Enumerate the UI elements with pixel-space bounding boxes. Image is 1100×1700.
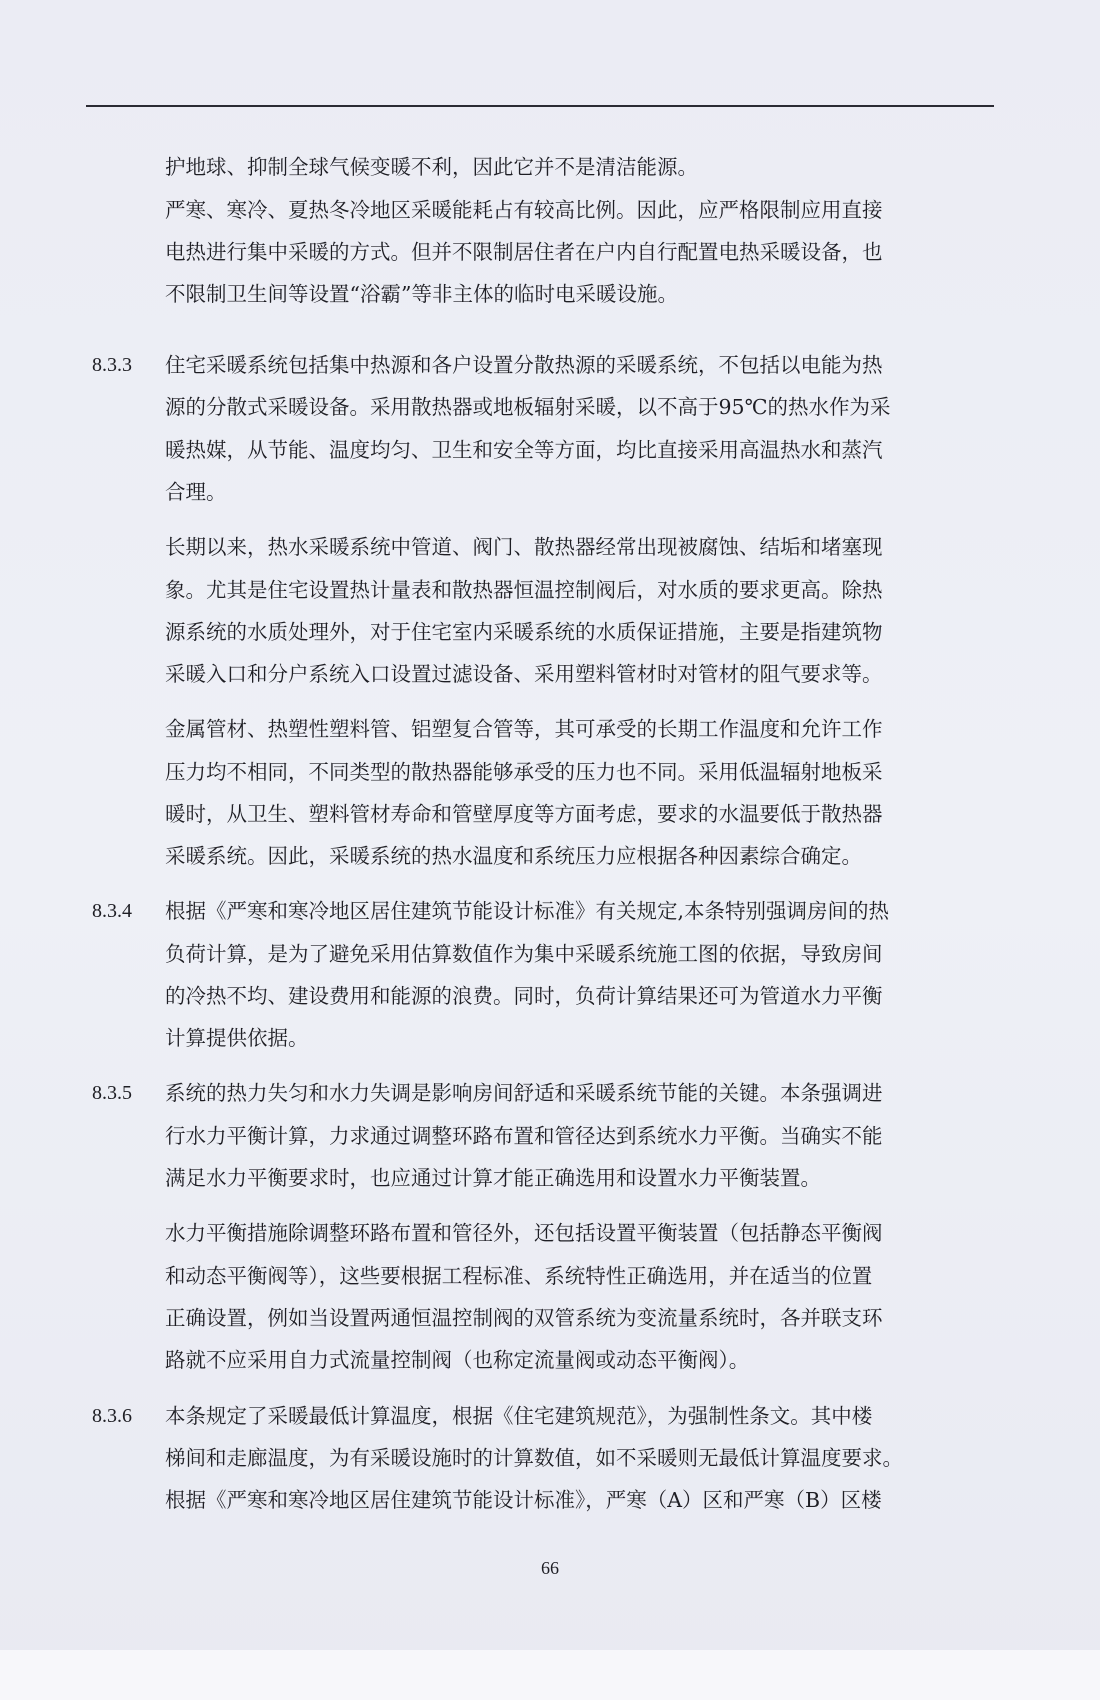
text-line: 行水力平衡计算，力求通过调整环路布置和管径达到系统水力平衡。当确实不能	[165, 1124, 883, 1148]
scan-margin	[0, 1650, 1100, 1700]
text-line: 水力平衡措施除调整环路布置和管径外，还包括设置平衡装置（包括静态平衡阀	[165, 1221, 883, 1245]
text-line: 满足水力平衡要求时，也应通过计算才能正确选用和设置水力平衡装置。	[165, 1166, 821, 1190]
text-line: 暖时，从卫生、塑料管材寿命和管壁厚度等方面考虑，要求的水温要低于散热器	[165, 802, 883, 826]
page-number: 66	[541, 1558, 559, 1578]
text-line: 梯间和走廊温度，为有采暖设施时的计算数值，如不采暖则无最低计算温度要求。	[165, 1446, 903, 1470]
text-line: 源的分散式采暖设备。采用散热器或地板辐射采暖，以不高于95℃的热水作为采	[165, 395, 891, 419]
text-line: 的冷热不均、建设费用和能源的浪费。同时，负荷计算结果还可为管道水力平衡	[165, 984, 883, 1008]
text-line: 本条规定了采暖最低计算温度，根据《住宅建筑规范》，为强制性条文。其中楼	[165, 1404, 873, 1428]
text-line: 长期以来，热水采暖系统中管道、阀门、散热器经常出现被腐蚀、结垢和堵塞现	[165, 535, 883, 559]
text-line: 住宅采暖系统包括集中热源和各户设置分散热源的采暖系统，不包括以电能为热	[165, 353, 883, 377]
text-line: 根据《严寒和寒冷地区居住建筑节能设计标准》有关规定,本条特别强调房间的热	[165, 899, 890, 923]
text-line: 压力均不相同，不同类型的散热器能够承受的压力也不同。采用低温辐射地板采	[165, 760, 883, 784]
text-line: 根据《严寒和寒冷地区居住建筑节能设计标准》，严寒（A）区和严寒（B）区楼	[165, 1488, 882, 1512]
text-line: 正确设置，例如当设置两通恒温控制阀的双管系统为变流量系统时，各并联支环	[165, 1306, 883, 1330]
text-line: 路就不应采用自力式流量控制阀（也称定流量阀或动态平衡阀）。	[165, 1348, 750, 1372]
text-line: 象。尤其是住宅设置热计量表和散热器恒温控制阀后，对水质的要求更高。除热	[165, 578, 883, 602]
text-line: 不限制卫生间等设置“浴霸”等非主体的临时电采暖设施。	[165, 282, 678, 306]
text-line: 采暖入口和分户系统入口设置过滤设备、采用塑料管材时对管材的阻气要求等。	[165, 662, 883, 686]
text-line: 暖热媒，从节能、温度均匀、卫生和安全等方面，均比直接采用高温热水和蒸汽	[165, 438, 883, 462]
text-line: 严寒、寒冷、夏热冬冷地区采暖能耗占有较高比例。因此，应严格限制应用直接	[165, 198, 883, 222]
section-number: 8.3.3	[92, 354, 132, 376]
text-line: 合理。	[165, 480, 227, 504]
text-line: 护地球、抑制全球气候变暖不利，因此它并不是清洁能源。	[165, 155, 698, 179]
text-line: 系统的热力失匀和水力失调是影响房间舒适和采暖系统节能的关键。本条强调进	[165, 1081, 883, 1105]
section-number: 8.3.5	[92, 1082, 132, 1104]
text-line: 电热进行集中采暖的方式。但并不限制居住者在户内自行配置电热采暖设备，也	[165, 240, 883, 264]
text-line: 金属管材、热塑性塑料管、铝塑复合管等，其可承受的长期工作温度和允许工作	[165, 717, 883, 741]
section-number: 8.3.4	[92, 900, 132, 922]
text-line: 计算提供依据。	[165, 1026, 309, 1050]
text-line: 负荷计算，是为了避免采用估算数值作为集中采暖系统施工图的依据，导致房间	[165, 942, 883, 966]
section-number: 8.3.6	[92, 1405, 132, 1427]
text-line: 采暖系统。因此，采暖系统的热水温度和系统压力应根据各种因素综合确定。	[165, 844, 862, 868]
text-line: 和动态平衡阀等），这些要根据工程标准、系统特性正确选用，并在适当的位置	[165, 1264, 873, 1288]
text-line: 源系统的水质处理外，对于住宅室内采暖系统的水质保证措施，主要是指建筑物	[165, 620, 883, 644]
